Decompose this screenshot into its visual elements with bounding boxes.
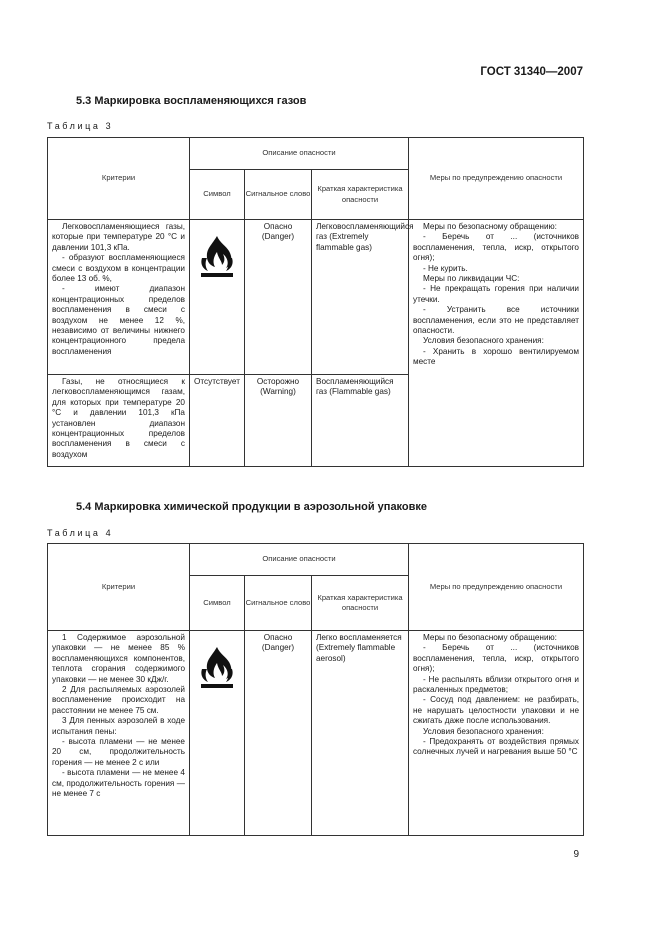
header-measures: Меры по предупреждению опасности bbox=[409, 138, 584, 220]
signal-word-cell: Опасно (Danger) bbox=[245, 631, 312, 836]
header-measures: Меры по предупреждению опасности bbox=[409, 544, 584, 631]
symbol-cell bbox=[190, 220, 245, 375]
section-heading-5-3: 5.3 Маркировка воспламеняющихся газов bbox=[76, 95, 307, 107]
criteria-cell: Газы, не относящиеся к легковоспламеняющимся газам, для которых при температуре 20 °С и давлении 101,3 кПа установлен диапазон концентрационных пределов воспламенения в смеси с воздухом bbox=[48, 375, 190, 467]
section-heading-5-4: 5.4 Маркировка химической продукции в аэрозольной упаковке bbox=[76, 501, 428, 513]
document-code: ГОСТ 31340—2007 bbox=[480, 66, 583, 78]
brief-hazard-cell: Воспламеняющийся газ (Flammable gas) bbox=[312, 375, 409, 467]
header-symbol: Символ bbox=[190, 170, 245, 220]
header-criteria: Критерии bbox=[48, 544, 190, 631]
header-hazard-description: Описание опасности bbox=[190, 138, 409, 170]
header-signal-word: Сигнальное слово bbox=[245, 170, 312, 220]
signal-word-cell: Осторожно (Warning) bbox=[245, 375, 312, 467]
brief-hazard-cell: Легковоспламеняющийся газ (Extremely flammable gas) bbox=[312, 220, 409, 375]
measures-cell: Меры по безопасному обращению: - Беречь от ... (источников воспламенения, тепла, искр, открытого огня); - Не распылять вблизи открытого огня и раскаленных предметов; - Сосуд под давлением: не разбирать, не нарушать целостности упаковки и не сжигать даже после использования. Условия безопасного хранения: - Предохранять от воздействия прямых солнечных лучей и нагревания выше 50 °С bbox=[409, 631, 584, 836]
flame-icon bbox=[196, 645, 238, 693]
page-number: 9 bbox=[573, 849, 579, 860]
header-brief-hazard: Краткая характеристика опасности bbox=[312, 576, 409, 631]
header-brief-hazard: Краткая характеристика опасности bbox=[312, 170, 409, 220]
signal-word-cell: Опасно (Danger) bbox=[245, 220, 312, 375]
brief-hazard-cell: Легко воспламеняется (Extremely flammable aerosol) bbox=[312, 631, 409, 836]
table-4-label: Таблица 4 bbox=[47, 528, 114, 538]
header-criteria: Критерии bbox=[48, 138, 190, 220]
table-row bbox=[48, 220, 584, 375]
table-3 bbox=[47, 137, 584, 467]
header-signal-word: Сигнальное слово bbox=[245, 576, 312, 631]
table-row bbox=[48, 631, 584, 836]
symbol-cell bbox=[190, 631, 245, 836]
symbol-cell: Отсутствует bbox=[190, 375, 245, 467]
header-symbol: Символ bbox=[190, 576, 245, 631]
table-4 bbox=[47, 543, 584, 836]
measures-cell: Меры по безопасному обращению: - Беречь от ... (источников воспламенения, тепла, искр, открытого огня); - Не курить. Меры по ликвидации ЧС: - Не прекращать горения при наличии утечки. - Устранить все источники воспламенения, если это не представляет опасности. Условия безопасного хранения: - Хранить в хорошо вентилируемом месте bbox=[409, 220, 584, 467]
criteria-cell: Легковоспламеняющиеся газы, которые при температуре 20 °С и давлении 101,3 кПа. - образуют воспламеняющиеся смеси с воздухом в концентрации более 13 об. %, - имеют диапазон концентрационных пределов воспламенения в смеси с воздухом не менее 12 %, независимо от величины нижнего концентрационного предела воспламенения bbox=[48, 220, 190, 375]
table-3-label: Таблица 3 bbox=[47, 121, 114, 131]
flame-icon bbox=[196, 234, 238, 282]
header-hazard-description: Описание опасности bbox=[190, 544, 409, 576]
criteria-cell: 1 Содержимое аэрозольной упаковки — не менее 85 % воспламеняющихся компонентов, теплота сгорания содержимого упаковки — не менее 30 кДж/г. 2 Для распыляемых аэрозолей воспламенение происходит на расстоянии не менее 75 см. 3 Для пенных аэрозолей в ходе испытания пены: - высота пламени — не менее 20 см, продолжительность горения — не менее 2 с или - высота пламени — не менее 4 см, продолжительность горения — не менее 7 с bbox=[48, 631, 190, 836]
